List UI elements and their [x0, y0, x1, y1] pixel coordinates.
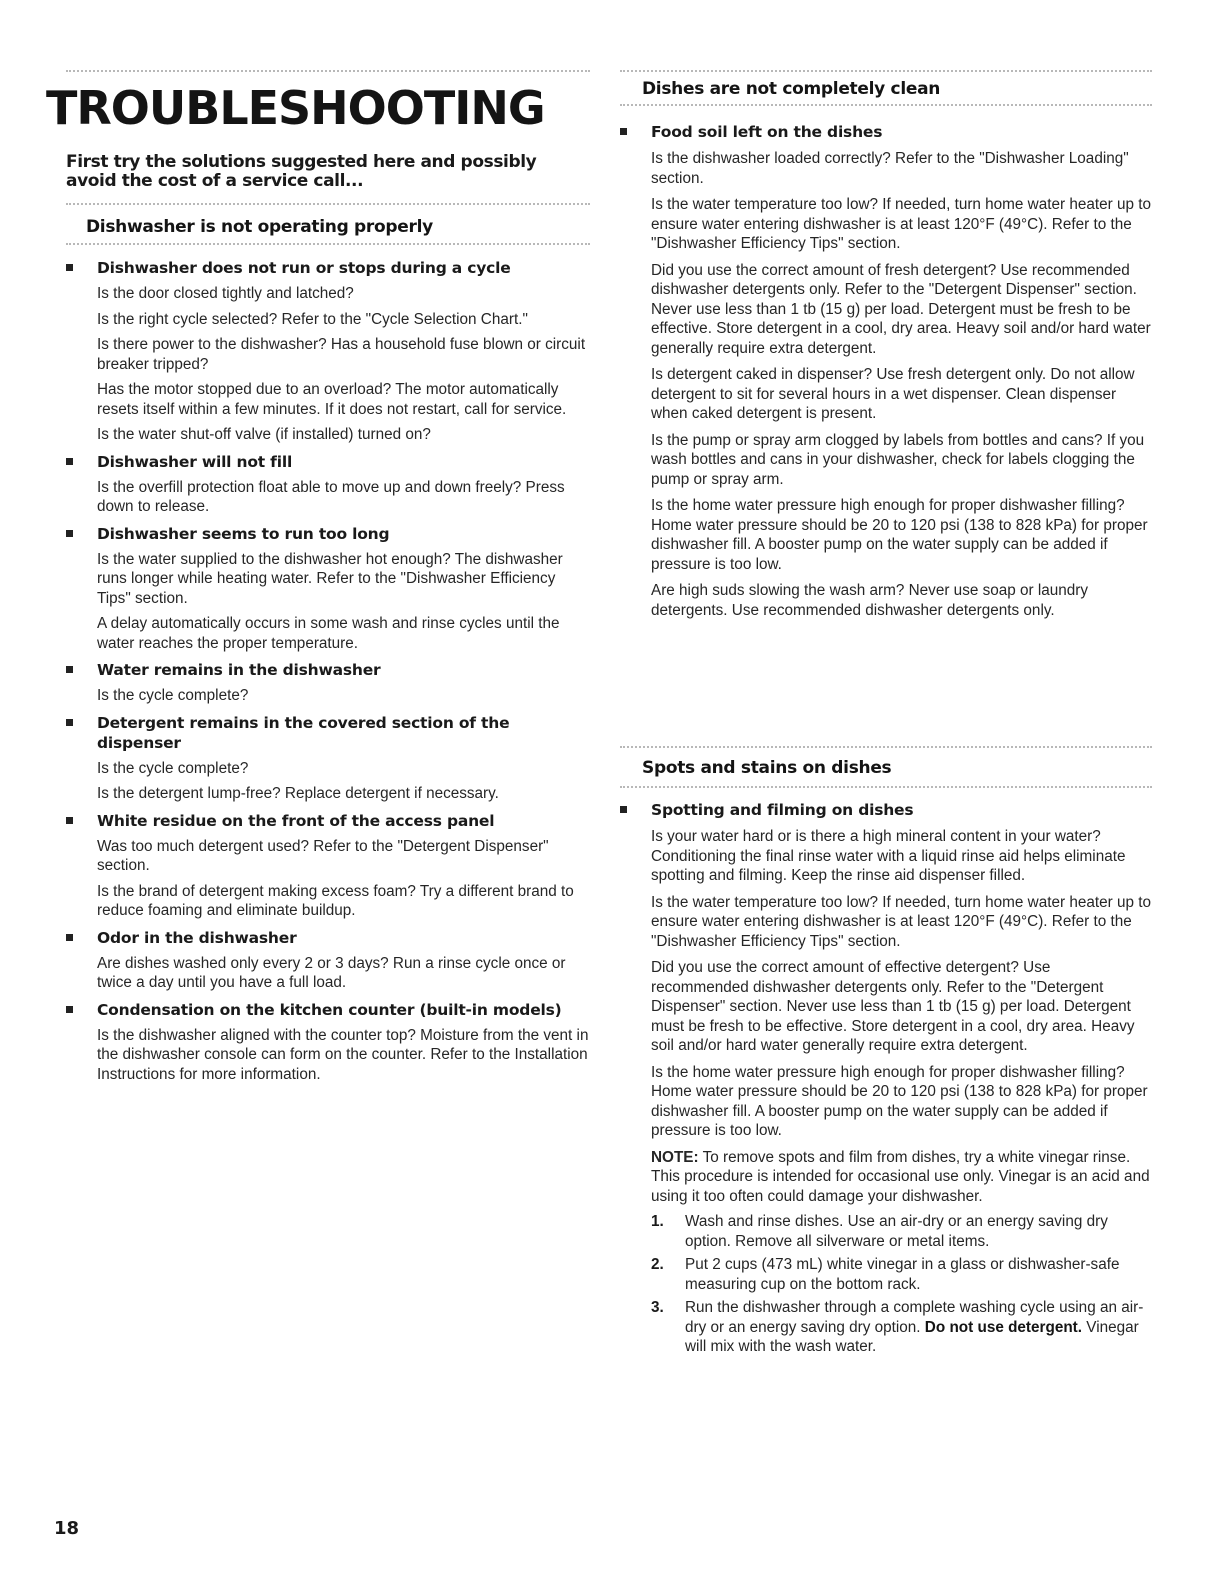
issue-spotting	[620, 800, 1152, 1361]
right-rule-2b	[620, 786, 1152, 788]
issue-paragraph: Is the brand of detergent making excess foam? Try a different brand to reduce foaming and eliminate buildup.	[97, 882, 574, 919]
step-text	[685, 1255, 1152, 1294]
issue-paragraph: Is the dishwasher aligned with the counter top? Moisture from the vent in the dishwasher console can form on the counter. Refer to the Installation Instructions for more information.	[97, 1026, 589, 1083]
section-heading-operating: Dishwasher is not operating properly	[86, 217, 433, 237]
section-heading-not-clean: Dishes are not completely clean	[642, 79, 941, 99]
step-text	[685, 1298, 1152, 1357]
issue-paragraph: Is the home water pressure high enough for proper dishwasher filling? Home water pressure should be 20 to 120 psi (138 to 828 kPa) for proper dishwasher fill. A booster pump on the water supply can be added if pressure is too low.	[651, 497, 1148, 573]
issue-item	[620, 800, 1152, 1357]
issue-paragraph: Is the door closed tightly and latched?	[97, 285, 354, 302]
step-text	[685, 1212, 1152, 1251]
right-rule-2a	[620, 746, 1152, 748]
step-text-main: Run the dishwasher through a complete washing cycle using an air-dry or an energy saving dry option.	[685, 1299, 1144, 1336]
issue-paragraphs	[620, 149, 1152, 620]
step-number: 1.	[651, 1213, 664, 1230]
issue-paragraph: Are dishes washed only every 2 or 3 days? Run a rinse cycle once or twice a day until you have a full load.	[97, 954, 566, 991]
step-text-after: Vinegar will mix with the wash water.	[685, 1318, 1139, 1355]
bullet-icon	[620, 806, 627, 813]
issue-title: Spotting and filming on dishes	[651, 801, 914, 819]
issue-title: Water remains in the dishwasher	[97, 661, 381, 679]
issue-item	[620, 122, 1152, 620]
right-rule-1a	[620, 70, 1152, 72]
issue-paragraph: Is the detergent lump-free? Replace detergent if necessary.	[97, 785, 499, 802]
issue-paragraph: Is your water hard or is there a high mineral content in your water? Conditioning the final rinse water with a liquid rinse aid helps eliminate spotting and filming. Keep the rinse aid dispenser filled.	[651, 828, 1126, 884]
issue-item	[66, 928, 590, 993]
issue-paragraph: Did you use the correct amount of effective detergent? Use recommended dishwasher detergents only. Refer to the "Detergent Dispenser" section. Never use less than 1 tb (15 g) per load. Detergent must be fresh to be effective. Store detergent in a cool, dry area. Heavy soil and/or hard water generally require extra detergent.	[651, 959, 1135, 1054]
step-text-bold: Do not use detergent.	[924, 1318, 1083, 1336]
issue-paragraph: Is detergent caked in dispenser? Use fresh detergent only. Do not allow detergent to sit for several hours in a wet dispenser. Clean dispenser when caked detergent is present.	[651, 366, 1135, 422]
page-number: 18	[54, 1518, 80, 1539]
issue-paragraph: Did you use the correct amount of fresh detergent? Use recommended dishwasher detergents only. Refer to the "Detergent Dispenser" section. Never use less than 1 tb (15 g) per load. Detergent must be fresh to be effective. Store detergent in a cool, dry area. Heavy soil and/or hard water generally require extra detergent.	[651, 261, 1151, 357]
issue-paragraph: Is the pump or spray arm clogged by labels from bottles and cans? If you wash bottles and cans in your dishwasher, check for labels clogging the pump or spray arm.	[651, 431, 1145, 488]
issue-paragraph: Is there power to the dishwasher? Has a household fuse blown or circuit breaker tripped?	[97, 336, 586, 373]
issue-item	[66, 524, 590, 654]
issue-food-soil	[620, 122, 1152, 620]
issue-paragraph: Is the home water pressure high enough for proper dishwasher filling? Home water pressure should be 20 to 120 psi (138 to 828 kPa) for proper dishwasher fill. A booster pump on the water supply can be added if pressure is too low.	[651, 1063, 1148, 1139]
issue-item	[66, 660, 590, 706]
issue-title: Dishwasher will not fill	[97, 452, 293, 471]
step-number: 2.	[651, 1256, 664, 1273]
issue-paragraph: Is the right cycle selected? Refer to the "Cycle Selection Chart."	[97, 310, 528, 328]
issue-paragraph: Is the cycle complete?	[97, 687, 249, 704]
step-item	[651, 1212, 1152, 1251]
bullet-icon	[66, 817, 73, 824]
issue-title: Condensation on the kitchen counter (built-in models)	[97, 1000, 562, 1019]
right-rule-1b	[620, 104, 1152, 106]
step-item	[651, 1255, 1152, 1294]
left-issue-list	[66, 258, 590, 1091]
issue-paragraphs	[620, 827, 1152, 1141]
intro-text: First try the solutions suggested here and possibly avoid the cost of a service call...	[66, 152, 537, 191]
section-rule-top	[66, 203, 590, 205]
issue-paragraph: Is the water supplied to the dishwasher hot enough? The dishwasher runs longer while heating water. Refer to the "Dishwasher Efficiency Tips" section.	[97, 550, 563, 607]
issue-paragraph: Was too much detergent used? Refer to the "Detergent Dispenser" section.	[97, 837, 549, 874]
issue-item	[66, 1000, 590, 1085]
issue-paragraph: A delay automatically occurs in some wash and rinse cycles until the water reaches the proper temperature.	[97, 615, 560, 652]
step-text-main: Put 2 cups (473 mL) white vinegar in a glass or dishwasher-safe measuring cup on the bottom rack.	[685, 1256, 1120, 1293]
issue-paragraph: Is the dishwasher loaded correctly? Refer to the "Dishwasher Loading" section.	[651, 150, 1129, 187]
step-text-main: Wash and rinse dishes. Use an air-dry or an energy saving dry option. Remove all silverware or metal items.	[685, 1213, 1108, 1250]
bullet-icon	[66, 458, 73, 465]
bullet-icon	[620, 128, 627, 135]
page-title: TROUBLESHOOTING	[46, 81, 545, 135]
issue-paragraph: Is the cycle complete?	[97, 759, 249, 777]
top-rule	[66, 70, 590, 72]
issue-title: Dishwasher does not run or stops during a cycle	[97, 259, 511, 277]
note-text: To remove spots and film from dishes, try a white vinegar rinse. This procedure is intended for occasional use only. Vinegar is an acid and using it too often could damage your dishwasher.	[651, 1148, 1150, 1205]
section-heading-spots: Spots and stains on dishes	[642, 758, 892, 778]
issue-item	[66, 811, 590, 921]
issue-title: White residue on the front of the access panel	[97, 811, 495, 830]
step-item	[651, 1298, 1152, 1357]
issue-title: Detergent remains in the covered section of the dispenser	[97, 713, 510, 752]
note-paragraph	[651, 1148, 1152, 1207]
issue-item	[66, 713, 590, 804]
issue-paragraph: Are high suds slowing the wash arm? Never use soap or laundry detergents. Use recommended dishwasher detergents only.	[651, 582, 1089, 619]
issue-title: Food soil left on the dishes	[651, 123, 883, 141]
section-rule-bottom	[66, 243, 590, 245]
issue-paragraph: Is the water temperature too low? If needed, turn home water heater up to ensure water entering dishwasher is at least 120°F (49°C). Refer to the "Dishwasher Efficiency Tips" section.	[651, 893, 1151, 950]
bullet-icon	[66, 666, 73, 673]
step-list	[620, 1212, 1152, 1357]
issue-item	[66, 258, 590, 445]
bullet-icon	[66, 719, 73, 726]
bullet-icon	[66, 934, 73, 941]
bullet-icon	[66, 1006, 73, 1013]
issue-paragraph: Is the water shut-off valve (if installed) turned on?	[97, 426, 431, 443]
issue-paragraph: Is the overfill protection float able to move up and down freely? Press down to release.	[97, 478, 565, 515]
issue-title: Dishwasher seems to run too long	[97, 524, 390, 543]
bullet-icon	[66, 264, 73, 271]
issue-title: Odor in the dishwasher	[97, 928, 297, 947]
issue-item	[66, 452, 590, 517]
issue-paragraph: Is the water temperature too low? If needed, turn home water heater up to ensure water entering dishwasher is at least 120°F (49°C). Refer to the "Dishwasher Efficiency Tips" section.	[651, 196, 1151, 252]
step-number: 3.	[651, 1299, 664, 1316]
note-label: NOTE:	[651, 1148, 699, 1166]
issue-paragraph: Has the motor stopped due to an overload? The motor automatically resets itself within a few minutes. If it does not restart, call for service.	[97, 381, 567, 418]
bullet-icon	[66, 530, 73, 537]
